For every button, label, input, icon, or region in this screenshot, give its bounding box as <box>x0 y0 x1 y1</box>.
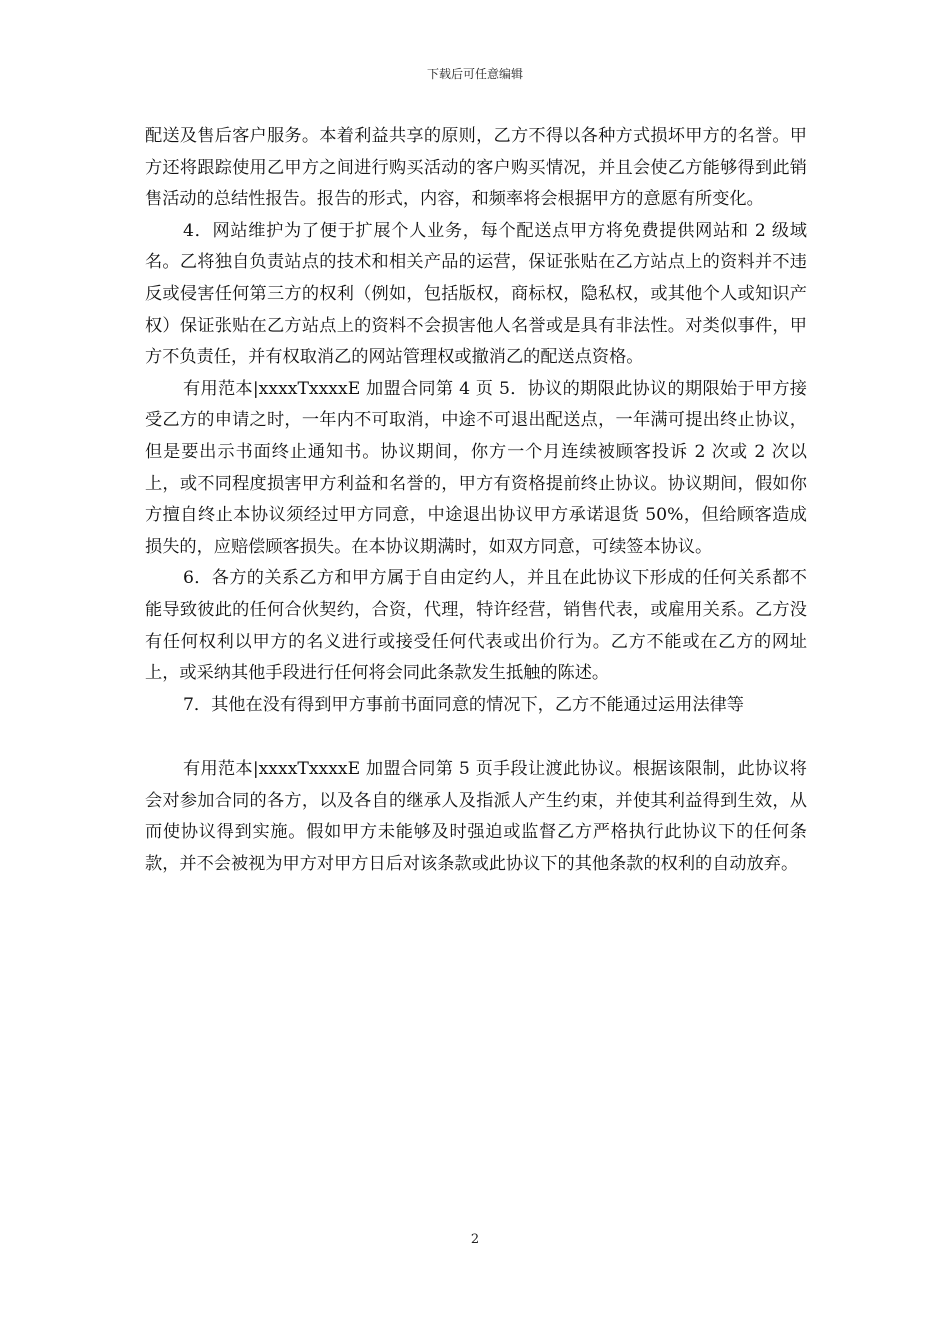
paragraph-website-maintenance: 4．网站维护为了便于扩展个人业务，每个配送点甲方将免费提供网站和 2 级域名。乙将独自负责站点的技术和相关产品的运营，保证张贴在乙方站点上的资料并不违反或侵害任何第三方的权利（例如，包括版权，商标权，隐私权，或其他个人或知识产权）保证张贴在乙方站点上的资料不会损害他人名誉或是具有非法性。对类似事件，甲方不负责任，并有权取消乙的网站管理权或撤消乙的配送点资格。 <box>145 220 807 368</box>
paragraph-agreement-term: 有用范本|xxxxTxxxxE 加盟合同第 4 页 5．协议的期限此协议的期限始于甲方接受乙方的申请之时，一年内不可取消，中途不可退出配送点，一年满可提出终止协议，但是要出示书面终止通知书。协议期间，你方一个月连续被顾客投诉 2 次或 2 次以上，或不同程度损害甲方利益和名誉的，甲方有资格提前终止协议。协议期间，假如你方擅自终止本协议须经过甲方同意，中途退出协议甲方承诺退货 50%，但给顾客造成损失的，应赔偿顾客损失。在本协议期满时，如双方同意，可续签本协议。 <box>145 378 807 557</box>
page-number: 2 <box>470 1232 480 1247</box>
section-gap <box>145 721 807 754</box>
paragraph-continuation: 配送及售后客户服务。本着利益共享的原则，乙方不得以各种方式损坏甲方的名誉。甲方还将跟踪使用乙甲方之间进行购买活动的客户购买情况，并且会使乙方能够得到此销售活动的总结性报告。报告的形式，内容，和频率将会根据甲方的意愿有所变化。 <box>145 126 807 210</box>
page-header: 下载后可任意编辑 <box>426 67 523 81</box>
document-body <box>145 121 807 881</box>
paragraph-transfer-clause: 有用范本|xxxxTxxxxE 加盟合同第 5 页手段让渡此协议。根据该限制，此协议将会对参加合同的各方，以及各自的继承人及指派人产生约束，并使其利益得到生效，从而使协议得到实施。假如甲方未能够及时强迫或监督乙方严格执行此协议下的任何条款，并不会被视为甲方对甲方日后对该条款或此协议下的其他条款的权利的自动放弃。 <box>145 759 807 875</box>
paragraph-other-clause: 7．其他在没有得到甲方事前书面同意的情况下，乙方不能通过运用法律等 <box>183 694 744 715</box>
paragraph-party-relationship: 6．各方的关系乙方和甲方属于自由定约人，并且在此协议下形成的任何关系都不能导致彼此的任何合伙契约，合资，代理，特许经营，销售代表，或雇用关系。乙方没有任何权利以甲方的名义进行或接受任何代表或出价行为。乙方不能或在乙方的网址上，或采纳其他手段进行任何将会同此条款发生抵触的陈述。 <box>145 568 807 684</box>
